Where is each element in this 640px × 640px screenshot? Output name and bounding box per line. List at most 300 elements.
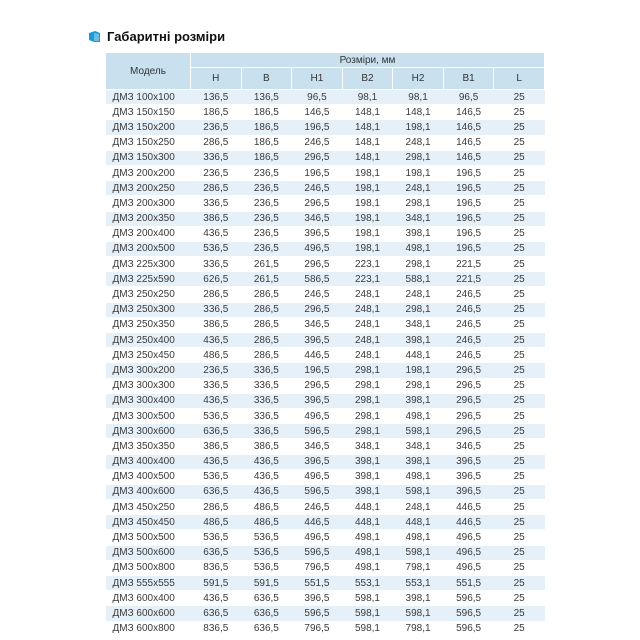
dimension-cell: 336,5 bbox=[241, 393, 292, 408]
dimension-cell: 436,5 bbox=[241, 454, 292, 469]
column-header: H2 bbox=[393, 68, 444, 90]
dimension-cell: 25 bbox=[494, 211, 545, 226]
dimension-cell: 486,5 bbox=[191, 348, 242, 363]
table-row bbox=[106, 196, 545, 211]
dimension-cell: 286,5 bbox=[241, 287, 292, 302]
dimensions-table bbox=[105, 52, 545, 637]
dimension-cell: 286,5 bbox=[191, 135, 242, 150]
model-column-header: Модель bbox=[106, 53, 191, 90]
dimension-cell: 25 bbox=[494, 302, 545, 317]
dimension-cell: 221,5 bbox=[443, 257, 494, 272]
dimension-cell: 636,5 bbox=[191, 545, 242, 560]
dimension-cell: 296,5 bbox=[443, 393, 494, 408]
dimension-cell: 591,5 bbox=[241, 576, 292, 591]
dimension-cell: 296,5 bbox=[443, 424, 494, 439]
table-row bbox=[106, 287, 545, 302]
column-header: B1 bbox=[443, 68, 494, 90]
dimension-cell: 298,1 bbox=[342, 393, 393, 408]
dimension-cell: 348,1 bbox=[393, 211, 444, 226]
dimension-cell: 221,5 bbox=[443, 272, 494, 287]
dimension-cell: 98,1 bbox=[393, 90, 444, 105]
model-cell: ДМЗ 200x200 bbox=[106, 165, 191, 180]
model-cell: ДМЗ 300x600 bbox=[106, 424, 191, 439]
dimension-cell: 486,5 bbox=[191, 515, 242, 530]
dimension-cell: 25 bbox=[494, 591, 545, 606]
table-row bbox=[106, 378, 545, 393]
dimension-cell: 25 bbox=[494, 226, 545, 241]
document-icon bbox=[88, 30, 101, 43]
dimension-cell: 596,5 bbox=[292, 424, 343, 439]
dimension-cell: 636,5 bbox=[241, 621, 292, 636]
dimension-cell: 588,1 bbox=[393, 272, 444, 287]
table-row bbox=[106, 226, 545, 241]
table-row bbox=[106, 348, 545, 363]
dimension-cell: 398,1 bbox=[393, 333, 444, 348]
dimension-cell: 25 bbox=[494, 363, 545, 378]
dimension-cell: 248,1 bbox=[393, 287, 444, 302]
dimension-cell: 448,1 bbox=[342, 515, 393, 530]
dimension-cell: 246,5 bbox=[443, 317, 494, 332]
table-row bbox=[106, 302, 545, 317]
dimension-cell: 146,5 bbox=[443, 150, 494, 165]
model-cell: ДМЗ 400x600 bbox=[106, 484, 191, 499]
dimension-cell: 348,1 bbox=[393, 439, 444, 454]
dimension-cell: 298,1 bbox=[393, 378, 444, 393]
dimension-cell: 626,5 bbox=[191, 272, 242, 287]
dimension-cell: 446,5 bbox=[443, 500, 494, 515]
dimension-cell: 146,5 bbox=[443, 135, 494, 150]
dimension-cell: 396,5 bbox=[292, 333, 343, 348]
dimension-cell: 136,5 bbox=[241, 90, 292, 105]
dimension-cell: 223,1 bbox=[342, 272, 393, 287]
dimension-cell: 448,1 bbox=[393, 348, 444, 363]
dimension-cell: 836,5 bbox=[191, 621, 242, 636]
dimension-cell: 246,5 bbox=[292, 287, 343, 302]
dimension-cell: 246,5 bbox=[292, 500, 343, 515]
dimension-cell: 298,1 bbox=[342, 408, 393, 423]
dimension-cell: 248,1 bbox=[393, 135, 444, 150]
dimension-cell: 586,5 bbox=[292, 272, 343, 287]
table-row bbox=[106, 454, 545, 469]
dimension-cell: 248,1 bbox=[342, 287, 393, 302]
dimension-cell: 196,5 bbox=[292, 120, 343, 135]
dimension-cell: 436,5 bbox=[241, 469, 292, 484]
dimension-cell: 25 bbox=[494, 333, 545, 348]
table-row bbox=[106, 591, 545, 606]
dimension-cell: 296,5 bbox=[292, 302, 343, 317]
dimension-cell: 336,5 bbox=[241, 424, 292, 439]
dimension-cell: 298,1 bbox=[393, 150, 444, 165]
dimension-cell: 398,1 bbox=[393, 393, 444, 408]
dimension-cell: 25 bbox=[494, 181, 545, 196]
dimension-cell: 196,5 bbox=[443, 165, 494, 180]
dimension-cell: 25 bbox=[494, 606, 545, 621]
dimension-cell: 396,5 bbox=[292, 591, 343, 606]
dimension-cell: 496,5 bbox=[443, 530, 494, 545]
dimension-cell: 25 bbox=[494, 150, 545, 165]
dimension-cell: 496,5 bbox=[292, 241, 343, 256]
dimension-cell: 796,5 bbox=[292, 560, 343, 575]
dimension-cell: 398,1 bbox=[342, 484, 393, 499]
dimension-cell: 596,5 bbox=[292, 606, 343, 621]
model-cell: ДМЗ 600x800 bbox=[106, 621, 191, 636]
table-row bbox=[106, 545, 545, 560]
dimension-cell: 498,1 bbox=[342, 545, 393, 560]
dimension-cell: 296,5 bbox=[443, 408, 494, 423]
dimension-cell: 553,1 bbox=[342, 576, 393, 591]
dimension-cell: 596,5 bbox=[292, 545, 343, 560]
dimension-cell: 796,5 bbox=[292, 621, 343, 636]
dimension-cell: 186,5 bbox=[241, 150, 292, 165]
table-row bbox=[106, 317, 545, 332]
dimension-cell: 496,5 bbox=[292, 469, 343, 484]
model-cell: ДМЗ 600x600 bbox=[106, 606, 191, 621]
dimension-cell: 198,1 bbox=[342, 196, 393, 211]
dimension-cell: 25 bbox=[494, 348, 545, 363]
dimension-cell: 25 bbox=[494, 165, 545, 180]
dimension-cell: 498,1 bbox=[393, 469, 444, 484]
dimension-cell: 25 bbox=[494, 424, 545, 439]
table-row bbox=[106, 621, 545, 636]
dimension-cell: 386,5 bbox=[191, 317, 242, 332]
dimension-cell: 496,5 bbox=[292, 530, 343, 545]
model-cell: ДМЗ 200x300 bbox=[106, 196, 191, 211]
dimension-cell: 248,1 bbox=[393, 181, 444, 196]
column-header: B2 bbox=[342, 68, 393, 90]
dimension-cell: 346,5 bbox=[292, 317, 343, 332]
table-row bbox=[106, 576, 545, 591]
dimension-cell: 146,5 bbox=[443, 105, 494, 120]
table-row bbox=[106, 257, 545, 272]
model-cell: ДМЗ 200x500 bbox=[106, 241, 191, 256]
dimension-cell: 436,5 bbox=[241, 484, 292, 499]
dimension-cell: 296,5 bbox=[443, 363, 494, 378]
dimension-cell: 551,5 bbox=[292, 576, 343, 591]
dimension-cell: 25 bbox=[494, 530, 545, 545]
dimension-cell: 246,5 bbox=[443, 348, 494, 363]
dimension-cell: 198,1 bbox=[393, 165, 444, 180]
table-row bbox=[106, 181, 545, 196]
table-row bbox=[106, 363, 545, 378]
dimension-cell: 386,5 bbox=[191, 439, 242, 454]
dimension-cell: 498,1 bbox=[342, 560, 393, 575]
dimension-cell: 25 bbox=[494, 515, 545, 530]
dimension-cell: 25 bbox=[494, 135, 545, 150]
dimension-cell: 25 bbox=[494, 272, 545, 287]
dimension-cell: 198,1 bbox=[342, 165, 393, 180]
model-cell: ДМЗ 300x400 bbox=[106, 393, 191, 408]
table-row bbox=[106, 241, 545, 256]
dimension-cell: 25 bbox=[494, 484, 545, 499]
dimension-cell: 336,5 bbox=[191, 302, 242, 317]
dimension-cell: 396,5 bbox=[443, 454, 494, 469]
model-cell: ДМЗ 250x350 bbox=[106, 317, 191, 332]
dimension-cell: 498,1 bbox=[393, 530, 444, 545]
dimension-cell: 248,1 bbox=[342, 348, 393, 363]
dimension-cell: 298,1 bbox=[393, 196, 444, 211]
model-cell: ДМЗ 250x250 bbox=[106, 287, 191, 302]
dimension-cell: 248,1 bbox=[342, 333, 393, 348]
model-cell: ДМЗ 150x200 bbox=[106, 120, 191, 135]
dimension-cell: 398,1 bbox=[393, 454, 444, 469]
dimension-cell: 198,1 bbox=[342, 226, 393, 241]
dimension-cell: 296,5 bbox=[292, 196, 343, 211]
model-cell: ДМЗ 300x300 bbox=[106, 378, 191, 393]
table-row bbox=[106, 211, 545, 226]
dimension-cell: 196,5 bbox=[292, 165, 343, 180]
table-row bbox=[106, 135, 545, 150]
dimension-cell: 296,5 bbox=[292, 257, 343, 272]
dimension-cell: 236,5 bbox=[191, 363, 242, 378]
table-row bbox=[106, 500, 545, 515]
dimension-cell: 198,1 bbox=[393, 120, 444, 135]
dimension-cell: 25 bbox=[494, 408, 545, 423]
model-cell: ДМЗ 150x300 bbox=[106, 150, 191, 165]
dimension-cell: 596,5 bbox=[443, 606, 494, 621]
dimension-cell: 186,5 bbox=[241, 120, 292, 135]
dimension-cell: 25 bbox=[494, 393, 545, 408]
dimension-cell: 536,5 bbox=[191, 469, 242, 484]
dimension-cell: 598,1 bbox=[342, 591, 393, 606]
dimension-cell: 336,5 bbox=[191, 257, 242, 272]
dimension-cell: 236,5 bbox=[191, 120, 242, 135]
dimension-cell: 286,5 bbox=[191, 287, 242, 302]
dimension-cell: 636,5 bbox=[241, 606, 292, 621]
dimension-cell: 286,5 bbox=[191, 181, 242, 196]
dimension-cell: 146,5 bbox=[292, 105, 343, 120]
dimension-cell: 298,1 bbox=[342, 363, 393, 378]
dimension-cell: 598,1 bbox=[342, 621, 393, 636]
dimension-cell: 398,1 bbox=[342, 469, 393, 484]
model-cell: ДМЗ 500x800 bbox=[106, 560, 191, 575]
dimension-cell: 536,5 bbox=[241, 560, 292, 575]
dimension-cell: 25 bbox=[494, 469, 545, 484]
dimension-cell: 196,5 bbox=[443, 211, 494, 226]
table-row bbox=[106, 105, 545, 120]
page-title: Габаритні розміри bbox=[107, 28, 226, 44]
model-cell: ДМЗ 600x400 bbox=[106, 591, 191, 606]
dimension-cell: 596,5 bbox=[443, 621, 494, 636]
dimension-cell: 25 bbox=[494, 241, 545, 256]
table-row bbox=[106, 560, 545, 575]
dimension-cell: 448,1 bbox=[342, 500, 393, 515]
dimension-cell: 186,5 bbox=[241, 135, 292, 150]
dimension-cell: 236,5 bbox=[241, 165, 292, 180]
model-cell: ДМЗ 150x150 bbox=[106, 105, 191, 120]
dimension-cell: 436,5 bbox=[191, 226, 242, 241]
dimension-cell: 148,1 bbox=[393, 105, 444, 120]
dimension-cell: 348,1 bbox=[393, 317, 444, 332]
dimension-cell: 148,1 bbox=[342, 105, 393, 120]
dimension-cell: 636,5 bbox=[191, 606, 242, 621]
dimension-cell: 198,1 bbox=[342, 181, 393, 196]
table-row bbox=[106, 150, 545, 165]
dimension-cell: 196,5 bbox=[443, 181, 494, 196]
dimension-cell: 196,5 bbox=[443, 241, 494, 256]
dimension-cell: 261,5 bbox=[241, 272, 292, 287]
dimension-cell: 136,5 bbox=[191, 90, 242, 105]
dimension-cell: 591,5 bbox=[191, 576, 242, 591]
dimension-cell: 261,5 bbox=[241, 257, 292, 272]
dimension-cell: 496,5 bbox=[443, 560, 494, 575]
dimension-cell: 148,1 bbox=[342, 120, 393, 135]
dimension-cell: 296,5 bbox=[443, 378, 494, 393]
dimension-cell: 346,5 bbox=[443, 439, 494, 454]
dimension-cell: 498,1 bbox=[393, 241, 444, 256]
column-header: H bbox=[191, 68, 242, 90]
dimension-cell: 336,5 bbox=[241, 363, 292, 378]
dimension-cell: 236,5 bbox=[241, 181, 292, 196]
dimension-cell: 236,5 bbox=[241, 196, 292, 211]
dimension-cell: 25 bbox=[494, 257, 545, 272]
dimension-cell: 186,5 bbox=[241, 105, 292, 120]
dimension-cell: 296,5 bbox=[292, 150, 343, 165]
dimension-cell: 146,5 bbox=[443, 120, 494, 135]
dimension-cell: 396,5 bbox=[292, 226, 343, 241]
dimension-cell: 186,5 bbox=[191, 105, 242, 120]
dimension-cell: 196,5 bbox=[443, 226, 494, 241]
model-cell: ДМЗ 200x400 bbox=[106, 226, 191, 241]
model-cell: ДМЗ 450x250 bbox=[106, 500, 191, 515]
dimension-cell: 298,1 bbox=[393, 257, 444, 272]
model-cell: ДМЗ 500x600 bbox=[106, 545, 191, 560]
dimension-cell: 536,5 bbox=[191, 530, 242, 545]
dimension-cell: 336,5 bbox=[241, 378, 292, 393]
dimension-cell: 436,5 bbox=[191, 591, 242, 606]
dimension-cell: 496,5 bbox=[443, 545, 494, 560]
dimension-cell: 396,5 bbox=[292, 454, 343, 469]
dimension-cell: 236,5 bbox=[241, 241, 292, 256]
dimension-cell: 198,1 bbox=[342, 241, 393, 256]
dimension-cell: 98,1 bbox=[342, 90, 393, 105]
model-cell: ДМЗ 400x500 bbox=[106, 469, 191, 484]
dimension-cell: 25 bbox=[494, 576, 545, 591]
dimension-cell: 198,1 bbox=[393, 363, 444, 378]
dimension-cell: 246,5 bbox=[443, 302, 494, 317]
dimension-cell: 25 bbox=[494, 105, 545, 120]
dimension-cell: 486,5 bbox=[241, 500, 292, 515]
dimension-cell: 25 bbox=[494, 439, 545, 454]
dimension-cell: 598,1 bbox=[393, 545, 444, 560]
model-cell: ДМЗ 150x250 bbox=[106, 135, 191, 150]
dimension-cell: 25 bbox=[494, 545, 545, 560]
dimension-cell: 598,1 bbox=[342, 606, 393, 621]
dimension-cell: 25 bbox=[494, 317, 545, 332]
model-cell: ДМЗ 200x250 bbox=[106, 181, 191, 196]
dimension-cell: 398,1 bbox=[393, 591, 444, 606]
dimension-cell: 446,5 bbox=[292, 348, 343, 363]
dimension-cell: 25 bbox=[494, 287, 545, 302]
dimension-cell: 636,5 bbox=[191, 424, 242, 439]
model-cell: ДМЗ 300x500 bbox=[106, 408, 191, 423]
dimension-cell: 551,5 bbox=[443, 576, 494, 591]
dimension-cell: 246,5 bbox=[292, 135, 343, 150]
dimension-cell: 553,1 bbox=[393, 576, 444, 591]
dimension-cell: 798,1 bbox=[393, 560, 444, 575]
dimension-cell: 598,1 bbox=[393, 424, 444, 439]
dimension-cell: 198,1 bbox=[342, 211, 393, 226]
model-cell: ДМЗ 300x200 bbox=[106, 363, 191, 378]
dimension-cell: 598,1 bbox=[393, 606, 444, 621]
dimension-cell: 25 bbox=[494, 196, 545, 211]
dimension-cell: 536,5 bbox=[191, 408, 242, 423]
dimension-cell: 346,5 bbox=[292, 439, 343, 454]
section-heading bbox=[88, 27, 225, 45]
dimension-cell: 498,1 bbox=[393, 408, 444, 423]
table-row bbox=[106, 120, 545, 135]
dimension-cell: 25 bbox=[494, 378, 545, 393]
dimension-cell: 25 bbox=[494, 500, 545, 515]
dimension-cell: 236,5 bbox=[191, 165, 242, 180]
model-cell: ДМЗ 250x450 bbox=[106, 348, 191, 363]
dimension-cell: 96,5 bbox=[292, 90, 343, 105]
dimension-cell: 336,5 bbox=[241, 408, 292, 423]
column-header: L bbox=[494, 68, 545, 90]
dimension-cell: 336,5 bbox=[191, 150, 242, 165]
dimension-cell: 248,1 bbox=[393, 500, 444, 515]
table-row bbox=[106, 439, 545, 454]
table-row bbox=[106, 530, 545, 545]
dimension-cell: 236,5 bbox=[241, 211, 292, 226]
dimension-cell: 448,1 bbox=[393, 515, 444, 530]
dimension-cell: 96,5 bbox=[443, 90, 494, 105]
dimension-cell: 496,5 bbox=[292, 408, 343, 423]
dimension-cell: 296,5 bbox=[292, 378, 343, 393]
dimension-cell: 636,5 bbox=[191, 484, 242, 499]
dimension-cell: 298,1 bbox=[393, 302, 444, 317]
dimension-cell: 246,5 bbox=[292, 181, 343, 196]
dimension-cell: 25 bbox=[494, 560, 545, 575]
dimension-cell: 248,1 bbox=[342, 302, 393, 317]
dimensions-group-header: Розміри, мм bbox=[191, 53, 545, 68]
table-row bbox=[106, 469, 545, 484]
dimension-cell: 248,1 bbox=[342, 317, 393, 332]
dimension-cell: 286,5 bbox=[191, 500, 242, 515]
model-cell: ДМЗ 225x300 bbox=[106, 257, 191, 272]
dimension-cell: 286,5 bbox=[241, 348, 292, 363]
dimension-cell: 336,5 bbox=[191, 378, 242, 393]
dimension-cell: 396,5 bbox=[443, 469, 494, 484]
table-row bbox=[106, 333, 545, 348]
dimension-cell: 246,5 bbox=[443, 333, 494, 348]
dimension-cell: 446,5 bbox=[292, 515, 343, 530]
dimension-cell: 486,5 bbox=[241, 515, 292, 530]
dimension-cell: 398,1 bbox=[342, 454, 393, 469]
model-cell: ДМЗ 250x400 bbox=[106, 333, 191, 348]
dimension-cell: 536,5 bbox=[241, 545, 292, 560]
dimension-cell: 536,5 bbox=[241, 530, 292, 545]
dimension-cell: 298,1 bbox=[342, 378, 393, 393]
dimension-cell: 148,1 bbox=[342, 150, 393, 165]
dimension-cell: 286,5 bbox=[241, 302, 292, 317]
dimension-cell: 148,1 bbox=[342, 135, 393, 150]
dimension-cell: 596,5 bbox=[292, 484, 343, 499]
dimension-cell: 636,5 bbox=[241, 591, 292, 606]
table-row bbox=[106, 424, 545, 439]
dimension-cell: 246,5 bbox=[443, 287, 494, 302]
dimension-cell: 286,5 bbox=[241, 317, 292, 332]
table-row bbox=[106, 484, 545, 499]
table-row bbox=[106, 408, 545, 423]
model-cell: ДМЗ 250x300 bbox=[106, 302, 191, 317]
model-cell: ДМЗ 100x100 bbox=[106, 90, 191, 105]
dimension-cell: 836,5 bbox=[191, 560, 242, 575]
column-header: H1 bbox=[292, 68, 343, 90]
model-cell: ДМЗ 555x555 bbox=[106, 576, 191, 591]
dimension-cell: 348,1 bbox=[342, 439, 393, 454]
dimension-cell: 536,5 bbox=[191, 241, 242, 256]
table-row bbox=[106, 515, 545, 530]
